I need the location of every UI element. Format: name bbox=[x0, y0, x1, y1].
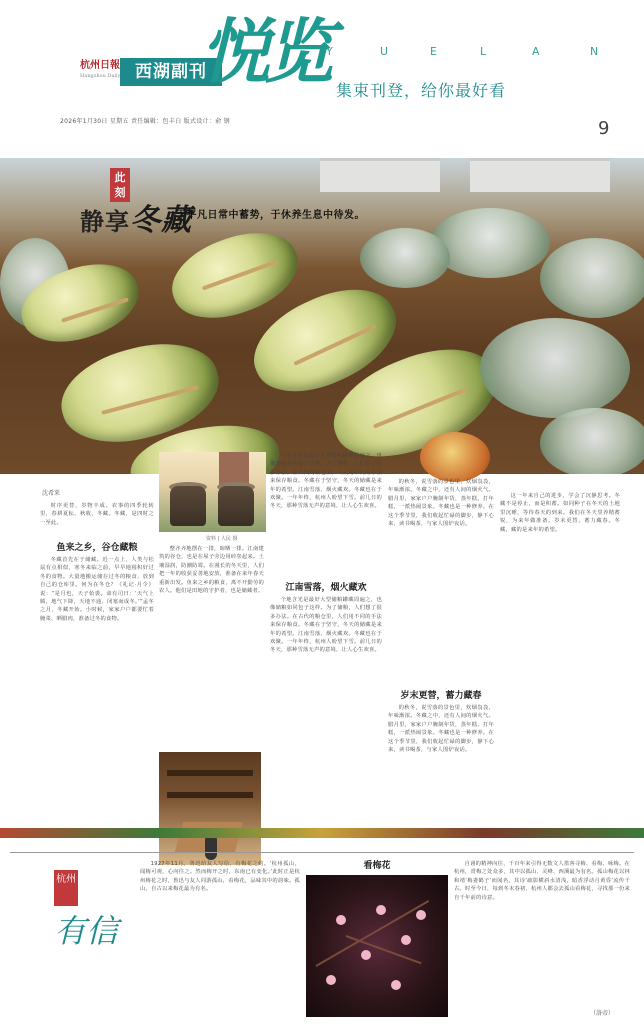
feature-subtitle: 于平凡日常中蓄势，于休养生息中待发。 bbox=[176, 210, 365, 221]
plum-petal bbox=[336, 915, 346, 925]
plum-petal bbox=[326, 975, 336, 985]
paragraph: 冬藏首先在于储藏。近一点上，人类与松鼠有点相似，寒冬来临之前，早早地囤积好过冬的食物。大量地搬运储存过冬的粮食，放到自己的仓库里。何为在冬仓？《礼记·月令》说：“是月也，天子始裘。命有司曰：‘天气上腾，地气下降，天地不通，闭塞而成冬。’”孟冬之月，冬藏开始。小时候，家家户户都要忙着腌菜、晒腊肉，准备过冬的食物。 bbox=[40, 557, 154, 622]
paragraph: 1927年11月，鲁迅给友人写信，有梅花之约。‘杭州孤山，闻梅可观，心向往之。然而梅开之时，东南已有变化。’此时正是杭州梅花之时，鲁迅与友人同游孤山，看梅花，品味其中的韵味。孤山，自古以来梅花最为有名。 bbox=[140, 861, 300, 893]
cabbage-leaf bbox=[540, 238, 644, 318]
paper-name: 杭州日報 bbox=[80, 60, 120, 71]
article-signature: （洛帝） bbox=[590, 1010, 615, 1017]
article-column bbox=[159, 545, 264, 745]
paragraph: 的秋冬，说雪落的景色里，炊烟袅袅，年味渐浓。冬藏之中，还有人间的烟火气。腊月里，家家户户腌制年货，蒸年糕，打年糕，一派热闹景象。冬藏也是一种修养。在这个季节里，我们收起忙碌的脚步，静下心来，读书喝茶，与家人围炉夜话。 bbox=[388, 479, 494, 528]
plum-petal bbox=[361, 950, 371, 960]
background-house bbox=[320, 158, 440, 192]
paragraph: 个地含光是最好大型储粮罐藏周遍之，也像储粮如同包子这样。为了储粮，人们想了很多办法。在古代的粮仓里，人们用不同的手法来保存粮食。冬藏在于坚守，冬天的储藏是来年的希望。江南雪落，烟火藏欢。冬藏也在于欢聚。一年年终，杭州人盼望下雪。前几日的冬天，那种雪落无声的意境，让人心生欢喜。 bbox=[270, 597, 382, 654]
paper-name-en: Hangzhou Daily bbox=[80, 73, 121, 79]
supplement-title: 西湖副刊 bbox=[120, 58, 222, 86]
shelf bbox=[167, 770, 253, 776]
cabbage-leaf bbox=[480, 318, 630, 418]
paragraph: 的秋冬，说雪落的景色里，炊烟袅袅，年味渐浓。冬藏之中，还有人间的烟火气。腊月里，家家户户腌制年货，蒸年糕，打年糕，一派热闹景象。冬藏也是一种修养。在这个季节里，我们收起忙碌的脚步，静下心来，读书喝茶，与家人围炉夜话。 bbox=[388, 705, 494, 754]
plum-petal bbox=[416, 910, 426, 920]
article-headline: 看梅花 bbox=[363, 861, 391, 871]
pinyin-letter: E bbox=[430, 45, 439, 58]
article-column bbox=[388, 478, 494, 683]
paragraph: 自诩的精神向往，千百年来引得无数文人墨客寻梅、看梅、咏梅。在杭州，赏梅之处众多，其中以孤山、灵峰、西溪最为有名。孤山梅花以林和靖‘梅妻鹤子’而闻名，其诗‘疏影横斜水清浅，暗香浮动月黄昏’流传千古。时至今日，每到冬末春初，杭州人都会去孤山看梅花，寻找那一份来自千年前的诗意。 bbox=[454, 861, 630, 901]
storage-jar bbox=[218, 486, 254, 526]
article-column bbox=[270, 596, 382, 826]
cabbage-leaf bbox=[540, 408, 644, 474]
pinyin-letter: N bbox=[590, 45, 601, 58]
section-divider bbox=[10, 852, 634, 853]
article-column bbox=[40, 556, 154, 826]
article-column bbox=[140, 860, 300, 1020]
plum-branch bbox=[316, 900, 430, 967]
plum-petal bbox=[376, 905, 386, 915]
photo-granary-interior bbox=[159, 752, 261, 865]
photo-storage-jars bbox=[159, 452, 266, 532]
article-column bbox=[388, 704, 494, 826]
paragraph: 时序更替，岁物丰成。农事的四季轮转里，春耕夏耘、秋收，冬藏。冬藏，是四时之一至此。 bbox=[40, 503, 154, 526]
article-column bbox=[454, 860, 630, 1008]
column-tag: 杭州 bbox=[54, 870, 78, 906]
shelf bbox=[167, 792, 253, 798]
feature-title-art: 冬藏 bbox=[130, 203, 192, 238]
photo-building bbox=[219, 452, 249, 486]
plum-blossom-painting bbox=[306, 875, 448, 1017]
paragraph: 这一年来自己的进步，学会了沉静思考。冬藏不是停止，而是积蓄。如同种子在冬天的土地里沉睡，等待春天的到来。我们在冬天里养精蓄锐，为来年做准备。岁末更替，蓄力藏春。冬藏，藏的是来年的希望。 bbox=[500, 493, 620, 533]
plum-petal bbox=[401, 935, 411, 945]
article-column bbox=[40, 502, 154, 538]
section-heading: 鱼来之乡，谷仓藏粮 bbox=[56, 543, 138, 553]
masthead bbox=[0, 0, 644, 139]
feature-title-main: 静享 bbox=[80, 207, 130, 236]
photo-credit: 资料 | 人民 摄 bbox=[206, 536, 238, 542]
pinyin-letter: Y bbox=[326, 45, 335, 58]
decorative-strip bbox=[0, 828, 644, 838]
pinyin-letter: L bbox=[480, 45, 489, 58]
brand-title: 悦览 bbox=[200, 10, 328, 93]
pinyin-letter: A bbox=[532, 45, 542, 58]
persimmon-decoration bbox=[420, 432, 490, 482]
dateline: 2026年1月30日 星期五 责任编辑：包丰白 版式设计：俞 钢 bbox=[60, 118, 230, 125]
author-byline: 沈希来 bbox=[42, 490, 61, 497]
article-column bbox=[270, 452, 382, 572]
section-heading: 江南雪落，烟火藏欢 bbox=[285, 583, 367, 593]
cabbage-leaf bbox=[430, 208, 550, 278]
paragraph: 整齐齐地摆在一排，晾晒一排。江南建筑的谷仓，也是在屋子旁边用砖垒起来。土壤湿润，防潮防霉。在漫长的冬天里，人们把一年的收获妥善地安放，准备在来年春天重新出发。鱼来之乡的粮食，离不开勤劳的农人。他们是田地的守护者，也是储藏者。 bbox=[159, 546, 264, 595]
column-title: 有信 bbox=[54, 912, 119, 950]
storage-jar bbox=[170, 486, 206, 526]
plum-petal bbox=[391, 980, 401, 990]
slogan: 集束刊登，给你最好看 bbox=[336, 81, 507, 100]
paragraph: 个地含光是最好大型储粮罐藏周遍之，也像储粮如同包子这样。为了储粮，人们想了很多办法。在古代的粮仓里，人们用不同的手法来保存粮食。冬藏在于坚守，冬天的储藏是来年的希望。江南雪落，烟火藏欢。冬藏也在于欢聚。一年年终，杭州人盼望下雪。前几日的冬天，那种雪落无声的意境，让人心生欢喜。 bbox=[270, 453, 382, 510]
paper-logo bbox=[80, 60, 120, 82]
pinyin-letter: U bbox=[380, 45, 391, 58]
article-column bbox=[500, 492, 620, 826]
background-house bbox=[470, 158, 610, 192]
page-number: 9 bbox=[598, 118, 610, 139]
cabbage-leaf bbox=[360, 228, 450, 288]
kicker-tag: 此刻 bbox=[110, 168, 130, 202]
section-heading: 岁末更替，蓄力藏春 bbox=[400, 691, 482, 701]
